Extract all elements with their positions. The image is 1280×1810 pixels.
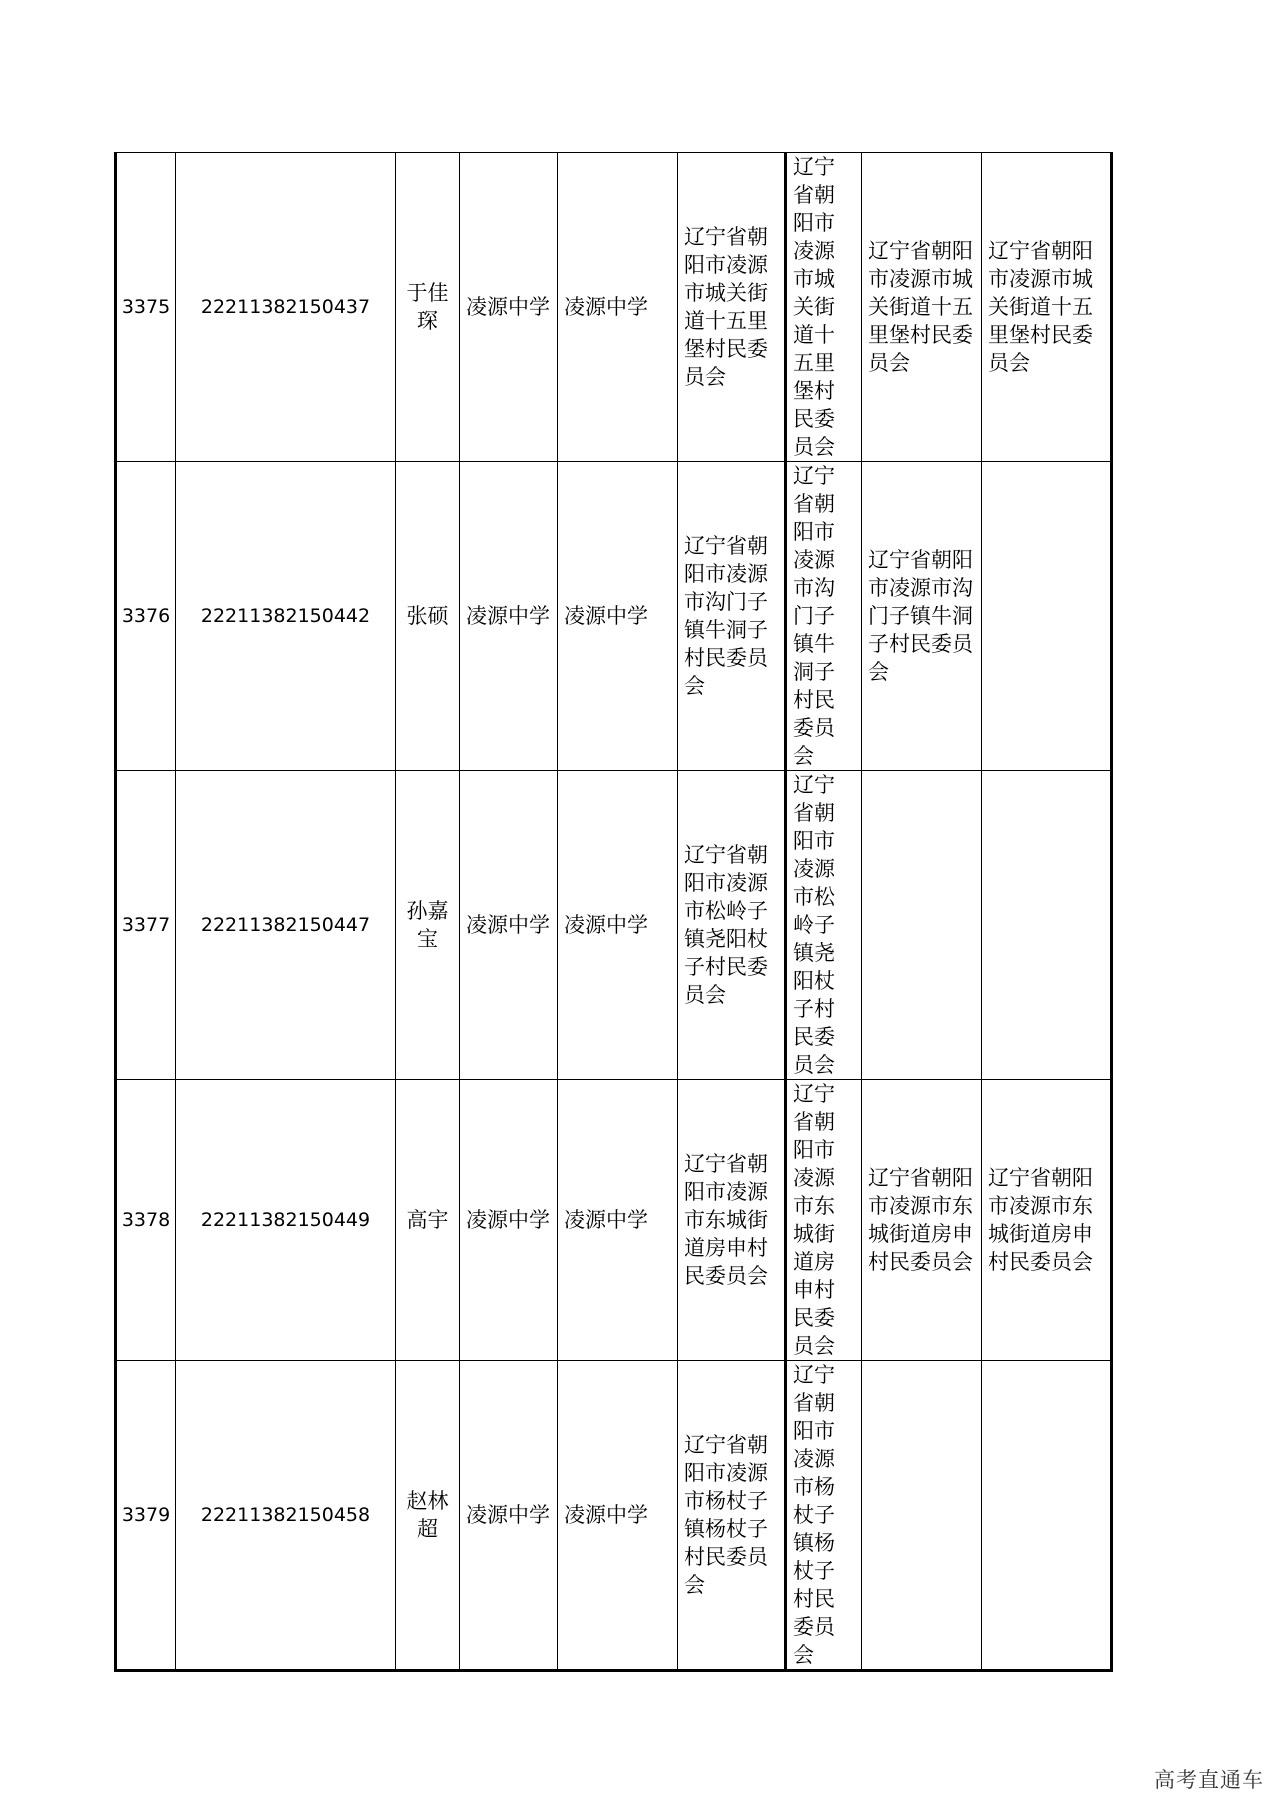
address-residence: 辽宁省朝阳市凌源市东城街道房申村民委员会 [786,1080,862,1361]
address-household: 辽宁省朝阳市凌源市杨杖子镇杨杖子村民委员会 [678,1361,786,1671]
graduation-school: 凌源中学 [558,462,678,771]
address-father [862,771,982,1080]
address-mother [982,1361,1112,1671]
table-row [116,1361,1112,1671]
exam-number: 22211382150458 [176,1361,396,1671]
table-row [116,462,1112,771]
address-residence: 辽宁省朝阳市凌源市杨杖子镇杨杖子村民委员会 [786,1361,862,1671]
roster-table [114,152,1113,1672]
student-name: 高宇 [396,1080,460,1361]
row-index: 3376 [116,462,176,771]
row-index: 3375 [116,153,176,462]
address-father: 辽宁省朝阳市凌源市沟门子镇牛洞子村民委员会 [862,462,982,771]
student-name: 赵林超 [396,1361,460,1671]
roster-table-container [114,152,1110,1672]
exam-number: 22211382150437 [176,153,396,462]
school-name: 凌源中学 [460,771,558,1080]
student-name: 张硕 [396,462,460,771]
address-residence: 辽宁省朝阳市凌源市松岭子镇尧阳杖子村民委员会 [786,771,862,1080]
address-residence: 辽宁省朝阳市凌源市沟门子镇牛洞子村民委员会 [786,462,862,771]
school-name: 凌源中学 [460,1361,558,1671]
address-father: 辽宁省朝阳市凌源市东城街道房申村民委员会 [862,1080,982,1361]
exam-number: 22211382150447 [176,771,396,1080]
row-index: 3377 [116,771,176,1080]
school-name: 凌源中学 [460,1080,558,1361]
address-mother: 辽宁省朝阳市凌源市城关街道十五里堡村民委员会 [982,153,1112,462]
graduation-school: 凌源中学 [558,1080,678,1361]
exam-number: 22211382150442 [176,462,396,771]
address-household: 辽宁省朝阳市凌源市东城街道房申村民委员会 [678,1080,786,1361]
graduation-school: 凌源中学 [558,771,678,1080]
address-mother: 辽宁省朝阳市凌源市东城街道房申村民委员会 [982,1080,1112,1361]
table-row [116,771,1112,1080]
address-father [862,1361,982,1671]
row-index: 3378 [116,1080,176,1361]
school-name: 凌源中学 [460,153,558,462]
address-father: 辽宁省朝阳市凌源市城关街道十五里堡村民委员会 [862,153,982,462]
address-mother [982,771,1112,1080]
graduation-school: 凌源中学 [558,153,678,462]
address-household: 辽宁省朝阳市凌源市沟门子镇牛洞子村民委员会 [678,462,786,771]
address-household: 辽宁省朝阳市凌源市城关街道十五里堡村民委员会 [678,153,786,462]
address-residence: 辽宁省朝阳市凌源市城关街道十五里堡村民委员会 [786,153,862,462]
table-row [116,153,1112,462]
row-index: 3379 [116,1361,176,1671]
table-row [116,1080,1112,1361]
student-name: 于佳琛 [396,153,460,462]
watermark-text: 高考直通车 [1154,1768,1264,1792]
address-mother [982,462,1112,771]
student-name: 孙嘉宝 [396,771,460,1080]
exam-number: 22211382150449 [176,1080,396,1361]
address-household: 辽宁省朝阳市凌源市松岭子镇尧阳杖子村民委员会 [678,771,786,1080]
graduation-school: 凌源中学 [558,1361,678,1671]
school-name: 凌源中学 [460,462,558,771]
